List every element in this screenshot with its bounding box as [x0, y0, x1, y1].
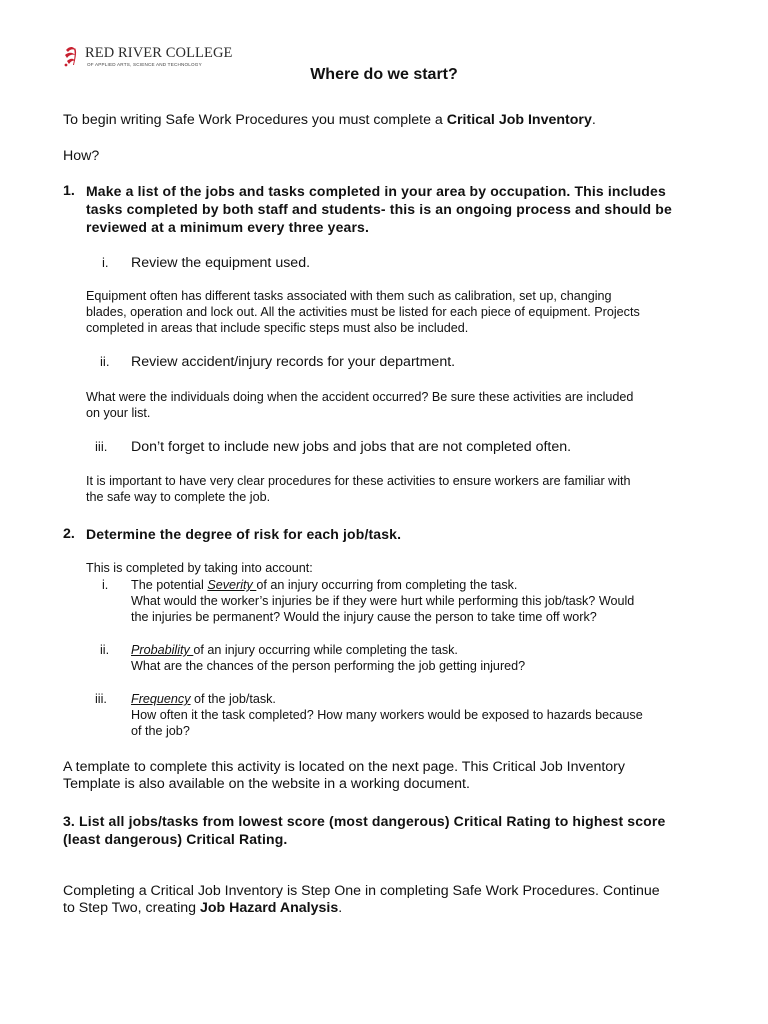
- step-1-line: reviewed at a minimum every three years.: [86, 219, 370, 235]
- closing-text: to Step Two, creating: [63, 900, 200, 916]
- page-title: Where do we start?: [310, 66, 458, 83]
- item-prefix: The potential: [131, 578, 208, 592]
- body-line: on your list.: [86, 406, 151, 420]
- how-label: How?: [63, 148, 100, 164]
- step-2-item-title: [131, 691, 643, 707]
- step-2-item-title: [131, 642, 525, 658]
- body-line: blades, operation and lock out. All the activities must be listed for each piece of equipment. Projects: [86, 305, 640, 319]
- closing-line: Completing a Critical Job Inventory is Step One in completing Safe Work Procedures. Continue: [63, 883, 660, 899]
- item-suffix: of an injury occurring from completing the task.: [256, 578, 518, 592]
- body-line: It is important to have very clear procedures for these activities to ensure workers are familiar with: [86, 474, 631, 488]
- step-3-heading: [63, 812, 665, 848]
- step-1-heading: [86, 182, 672, 236]
- step-1-line: tasks completed by both staff and students- this is an ongoing process and should be: [86, 201, 672, 217]
- step-1-item-heading: Review accident/injury records for your department.: [131, 354, 456, 370]
- item-suffix: of the job/task.: [190, 692, 276, 706]
- severity-term: Severity: [207, 578, 257, 592]
- body-line: Equipment often has different tasks associated with them such as calibration, set up, changing: [86, 289, 612, 303]
- note-line: A template to complete this activity is located on the next page. This Critical Job Inventory: [63, 759, 626, 775]
- step-2-item: [131, 577, 634, 625]
- intro-bold-term: Critical Job Inventory: [446, 112, 592, 128]
- step-1-number: 1.: [63, 183, 75, 199]
- logo-name: RED RIVER COLLEGE: [85, 45, 233, 61]
- body-line: What were the individuals doing when the accident occurred? Be sure these activities are included: [86, 390, 634, 404]
- step-3-line: 3. List all jobs/tasks from lowest score (most dangerous) Critical Rating to highest score: [63, 813, 666, 829]
- step-1-item-body: [86, 389, 633, 421]
- body-line: What are the chances of the person performing the job getting injured?: [131, 659, 526, 673]
- logo-emblem-icon: [63, 44, 85, 68]
- step-2-item: [131, 642, 525, 674]
- body-line: of the job?: [131, 724, 190, 738]
- logo-subtitle: OF APPLIED ARTS, SCIENCE AND TECHNOLOGY: [87, 62, 202, 67]
- step-1-item-numeral: i.: [102, 255, 109, 270]
- step-1-item-body: [86, 473, 631, 505]
- frequency-term: Frequency: [131, 692, 191, 706]
- probability-term: Probability: [131, 643, 194, 657]
- step-2-item-numeral: iii.: [95, 692, 107, 706]
- intro-text: To begin writing Safe Work Procedures you must complete a: [63, 112, 447, 128]
- step-2-item: [131, 691, 643, 739]
- step-1-item-numeral: iii.: [95, 439, 108, 454]
- body-line: the safe way to complete the job.: [86, 490, 271, 504]
- step-3-line: (least dangerous) Critical Rating.: [63, 831, 288, 847]
- step-1-item-body: [86, 288, 640, 336]
- item-suffix: of an injury occurring while completing the task.: [193, 643, 458, 657]
- step-2-lead: This is completed by taking into account:: [86, 561, 313, 575]
- step-1-item-heading: Review the equipment used.: [131, 255, 311, 271]
- body-line: What would the worker’s injuries be if they were hurt while performing this job/task? Would: [131, 594, 635, 608]
- closing-paragraph: [63, 883, 660, 917]
- step-1-item-numeral: ii.: [100, 354, 110, 369]
- step-1-item-heading: Don’t forget to include new jobs and jobs that are not completed often.: [131, 439, 572, 455]
- closing-period: .: [338, 900, 343, 916]
- body-line: How often it the task completed? How many workers would be exposed to hazards because: [131, 708, 643, 722]
- step-2-item-title: [131, 577, 634, 593]
- step-2-heading: Determine the degree of risk for each job/task.: [86, 526, 402, 542]
- closing-line: [63, 900, 660, 917]
- step-2-number: 2.: [63, 526, 75, 542]
- step-1-line: Make a list of the jobs and tasks completed in your area by occupation. This includes: [86, 183, 666, 199]
- job-hazard-analysis-term: Job Hazard Analysis: [199, 900, 339, 916]
- template-note: [63, 759, 625, 793]
- intro-period: .: [591, 112, 596, 128]
- note-line: Template is also available on the website in a working document.: [63, 776, 470, 792]
- step-2-item-numeral: i.: [102, 578, 109, 592]
- intro-paragraph: [63, 112, 596, 129]
- body-line: the injuries be permanent? Would the injury cause the person to take time off work?: [131, 610, 597, 624]
- step-2-item-numeral: ii.: [100, 643, 110, 657]
- body-line: completed in areas that include specific steps must also be included.: [86, 321, 469, 335]
